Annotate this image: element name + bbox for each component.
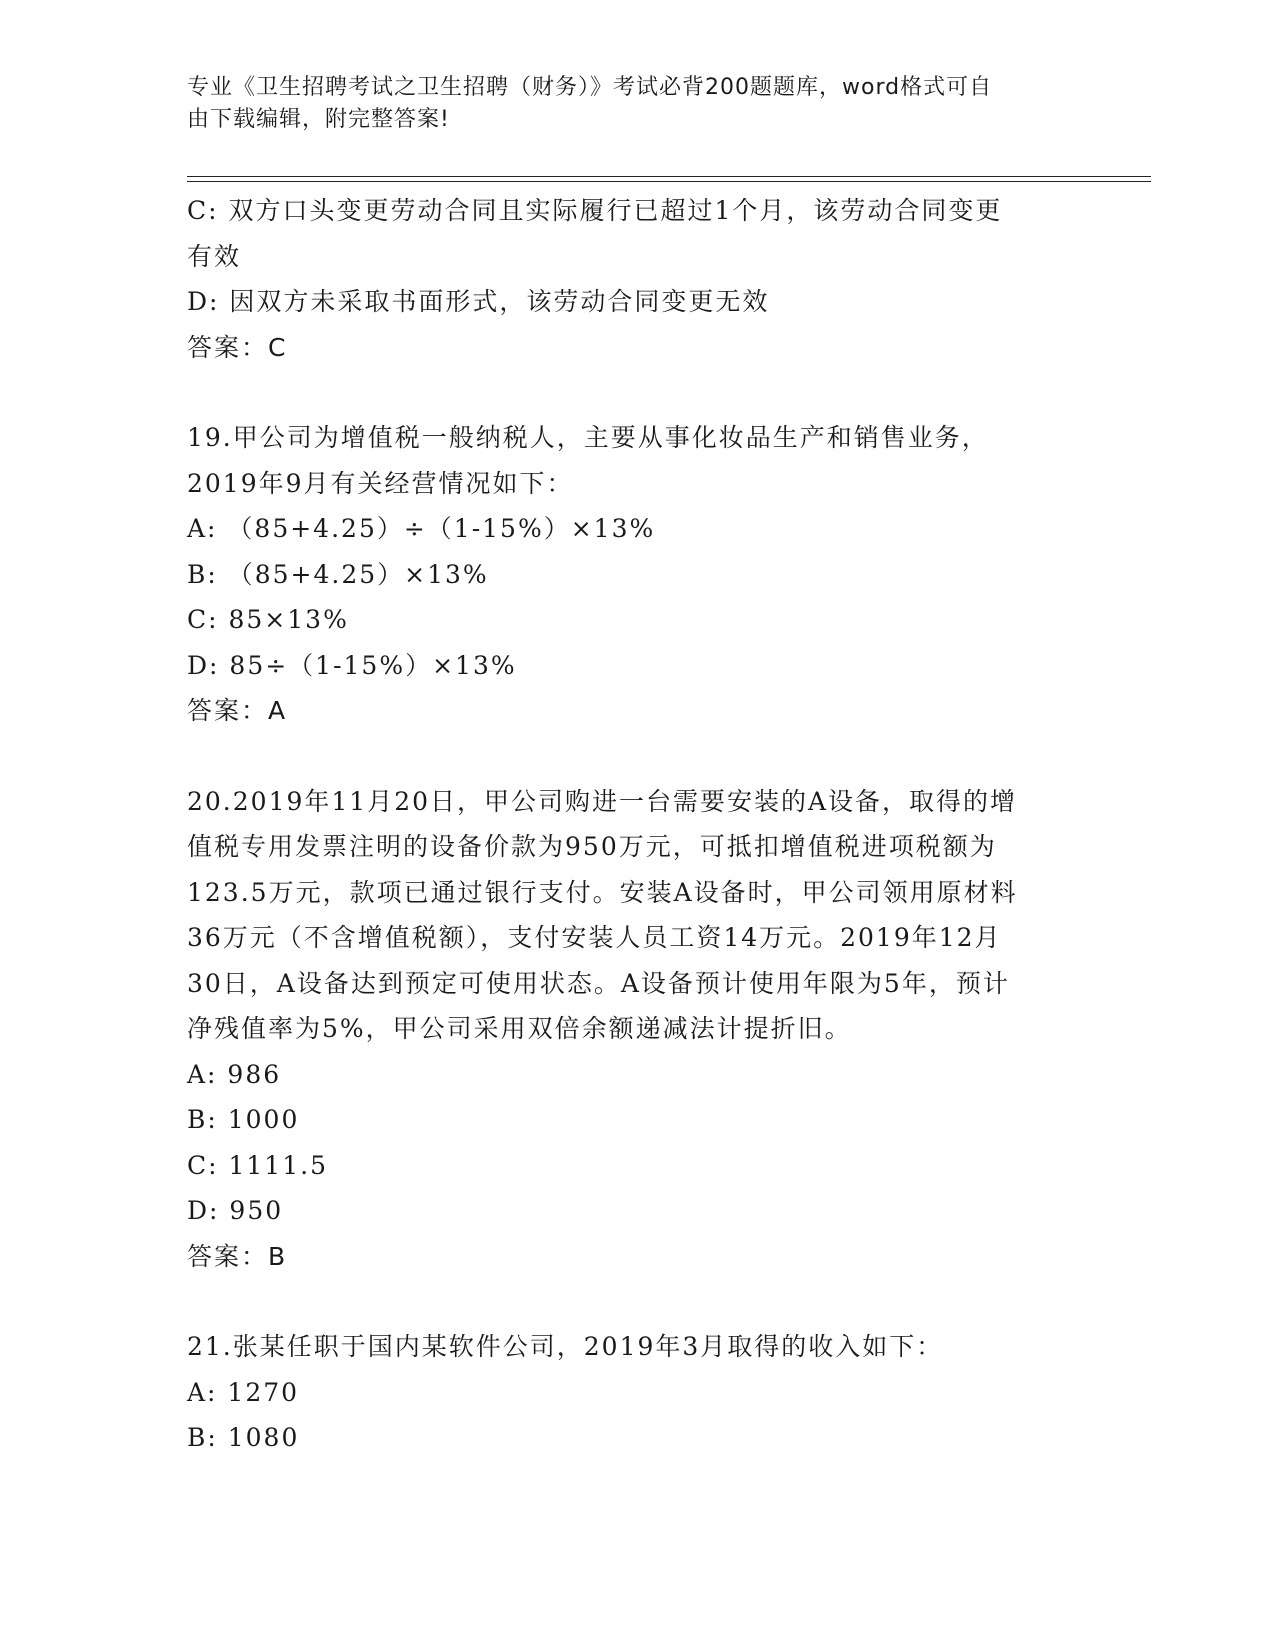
question-stem: 2019年9月有关经营情况如下： (187, 468, 574, 498)
header-line-2: 由下载编辑，附完整答案! (187, 107, 450, 132)
option-b: B: （85+4.25）×13% (187, 559, 489, 589)
header-rule-top (187, 176, 1151, 177)
question-18 (187, 188, 1087, 370)
question-stem: 30日，A设备达到预定可使用状态。A设备预计使用年限为5年，预计 (187, 968, 1010, 998)
question-21 (187, 1324, 1087, 1461)
option-b: B: 1080 (187, 1423, 300, 1452)
question-stem: 净残值率为5%，甲公司采用双倍余额递减法计提折旧。 (187, 1014, 852, 1043)
question-20 (187, 779, 1087, 1280)
question-stem: 21.张某任职于国内某软件公司，2019年3月取得的收入如下： (187, 1332, 944, 1361)
option-c: C: 85×13% (187, 605, 349, 634)
option-a: A: 986 (187, 1059, 282, 1089)
header-line-1: 专业《卫生招聘考试之卫生招聘（财务）》考试必背200题题库，word格式可自 (187, 75, 993, 100)
question-19 (187, 415, 1087, 734)
question-stem: 20.2019年11月20日，甲公司购进一台需要安装的A设备，取得的增 (187, 786, 1018, 816)
document-header (187, 72, 1067, 136)
option-c-continued: 有效 (187, 241, 242, 271)
answer: 答案：C (187, 332, 288, 362)
spacer (187, 370, 1087, 415)
question-stem: 19.甲公司为增值税一般纳税人，主要从事化妆品生产和销售业务， (187, 423, 989, 452)
answer: 答案：A (187, 696, 288, 725)
option-a: A: （85+4.25）÷（1-15%）×13% (187, 514, 656, 543)
question-stem: 123.5万元，款项已通过银行支付。安装A设备时，甲公司领用原材料 (187, 877, 1018, 907)
option-d: D: 950 (187, 1196, 284, 1225)
option-c: C: 1111.5 (187, 1150, 328, 1180)
document-body (187, 188, 1087, 1461)
option-d: D: 因双方未采取书面形式，该劳动合同变更无效 (187, 287, 770, 316)
option-a: A: 1270 (187, 1377, 300, 1407)
option-d: D: 85÷（1-15%）×13% (187, 650, 517, 680)
option-b: B: 1000 (187, 1105, 300, 1134)
spacer (187, 1279, 1087, 1324)
question-stem: 36万元（不含增值税额），支付安装人员工资14万元。2019年12月 (187, 923, 1002, 952)
answer: 答案：B (187, 1241, 288, 1271)
spacer (187, 734, 1087, 779)
option-c: C: 双方口头变更劳动合同且实际履行已超过1个月，该劳动合同变更 (187, 196, 1003, 225)
header-rule-bottom (187, 181, 1151, 182)
question-stem: 值税专用发票注明的设备价款为950万元，可抵扣增值税进项税额为 (187, 832, 997, 861)
